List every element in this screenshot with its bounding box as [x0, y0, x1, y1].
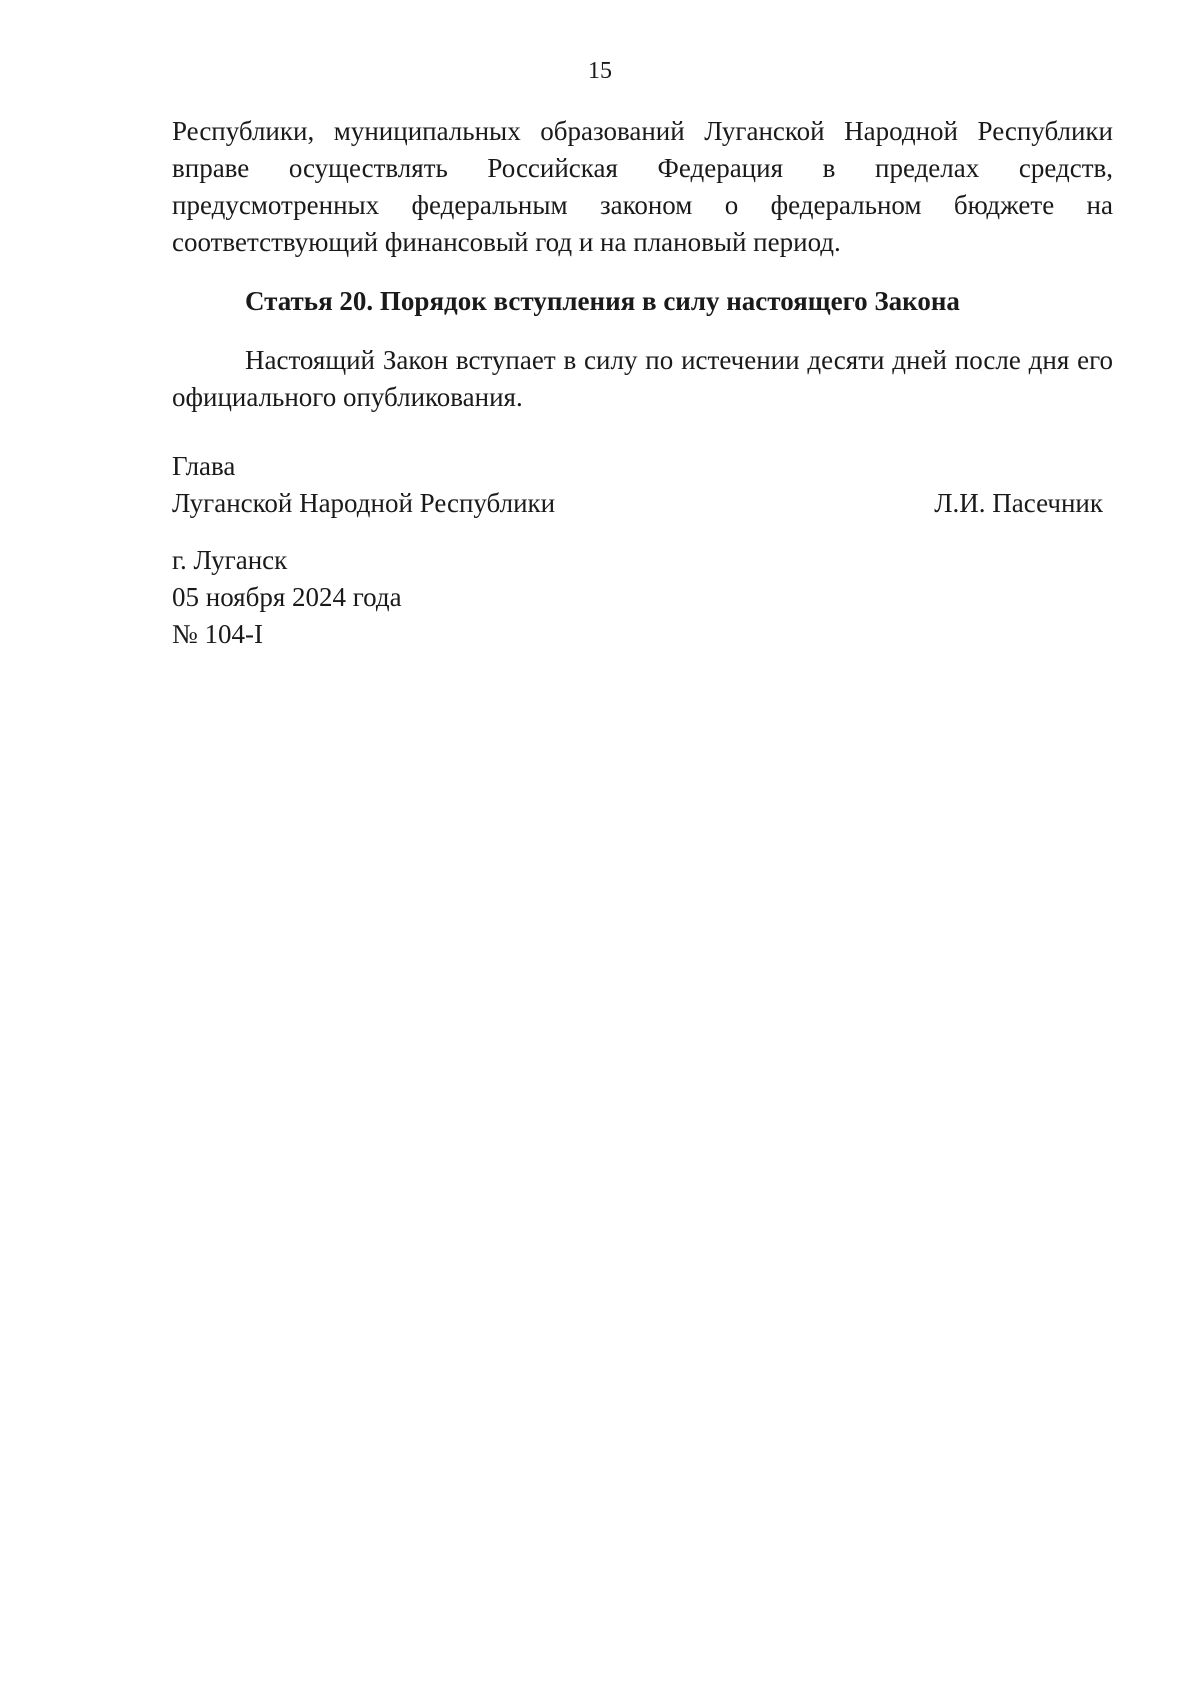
issue-details: [172, 542, 1113, 653]
paragraph-continuation: Республики, муниципальных образований Луганской Народной Республики вправе осуществлять Российская Федерация в пределах средств, предусмотренных федеральным законом о федеральном бюджете на соответствующий финансовый год и на плановый период.: [172, 116, 1113, 257]
article-text: Настоящий Закон вступает в силу по истечении десяти дней после дня его официального опубликования.: [172, 345, 1113, 412]
article-heading: Статья 20. Порядок вступления в силу настоящего Закона: [245, 286, 960, 316]
issue-city: г. Луганск: [172, 545, 288, 575]
issue-date: 05 ноября 2024 года: [172, 582, 402, 612]
signature-title-line2: Луганской Народной Республики: [172, 488, 556, 518]
issue-number: № 104-I: [172, 619, 263, 649]
page-number: 15: [588, 58, 612, 84]
signatory-name: Л.И. Пасечник: [934, 488, 1103, 518]
document-body: [172, 113, 1113, 653]
signature-row: [172, 485, 1113, 522]
signature-block: [172, 448, 1113, 522]
signature-title-line1: Глава: [172, 451, 236, 481]
